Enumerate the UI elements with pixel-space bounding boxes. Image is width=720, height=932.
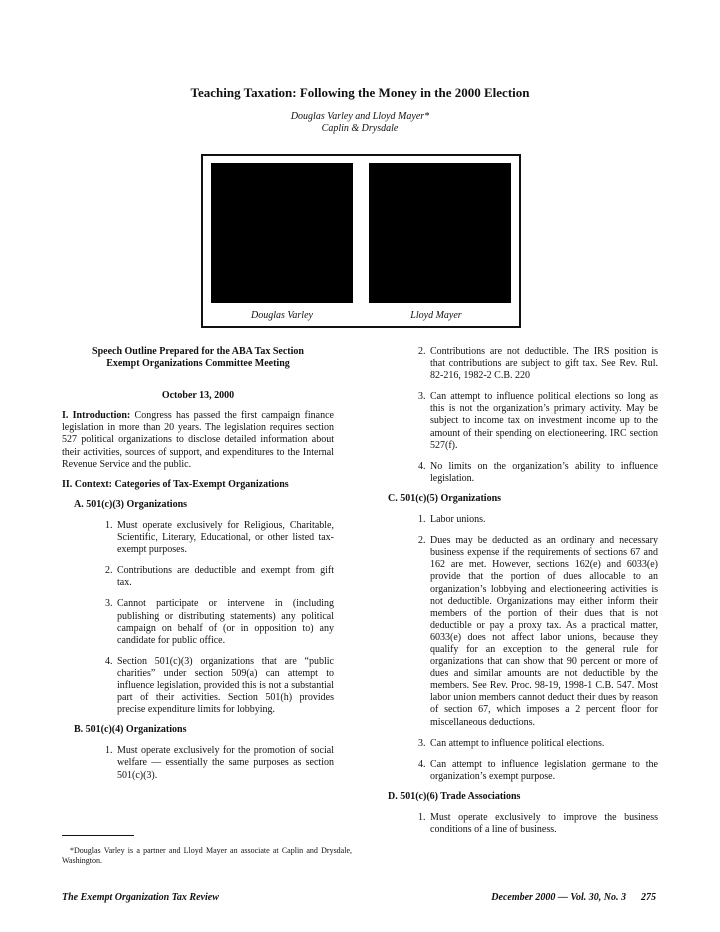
item-text: Cannot participate or intervene in (including publishing or distributing statements) any political campaign on behalf of (or in opposition to) any candidate for public office. xyxy=(117,598,334,646)
list-item xyxy=(388,738,658,750)
item-text: Section 501(c)(3) organizations that are “public charities” under section 509(a) can attempt to influence legislation, provided this is not a substantial part of their activities. Section 501(h) provides precise expenditure limits for lobbying. xyxy=(117,655,334,716)
intro-label: I. Introduction: xyxy=(62,410,131,422)
item-number: 1. xyxy=(418,812,426,823)
item-number: 1. xyxy=(418,514,426,526)
photo-caption-mayer: Lloyd Mayer xyxy=(410,310,462,321)
photo-caption-varley: Douglas Varley xyxy=(251,310,313,321)
item-number: 2. xyxy=(105,565,113,577)
list-item xyxy=(62,520,334,556)
item-number: 4. xyxy=(418,460,426,472)
footer-issue-page: December 2000 — Vol. 30, No. 3 275 xyxy=(491,892,656,903)
item-text: Labor unions. xyxy=(430,514,486,526)
list-item xyxy=(62,745,334,781)
list-item xyxy=(388,535,658,729)
list-item xyxy=(388,812,658,836)
item-text: Must operate exclusively for the promotion of social welfare — essentially the same purposes as section 501(c)(3). xyxy=(117,745,334,781)
item-number: 3. xyxy=(418,391,426,403)
item-number: 1. xyxy=(105,519,113,531)
subsection-heading-b: B. 501(c)(4) Organizations xyxy=(74,724,187,736)
list-item xyxy=(388,759,658,783)
item-text: Contributions are not deductible. The IRS position is that contributions are subject to gift tax. See Rev. Rul. 82-216, 1982-2 C.B. 220 xyxy=(430,346,658,382)
intro-text: Congress has passed the first campaign finance legislation in more than 20 years. The legislation requires section 527 political organizations to disclose detailed information about their activities, sources of support, and expenditures to the Internal Revenue Service and the public. xyxy=(62,410,334,470)
list-item xyxy=(62,565,334,589)
author-photos-frame xyxy=(201,154,521,328)
right-column xyxy=(388,346,658,836)
outline-heading-line2: Exempt Organizations Committee Meeting xyxy=(106,358,290,370)
item-number: 2. xyxy=(418,346,426,357)
item-text: Can attempt to influence political elections. xyxy=(430,737,605,749)
item-text: Dues may be deducted as an ordinary and necessary business expense if the requirements of sections 67 and 162 are met. However, sections 162(e) and 6033(e) provide that the portion of dues allocable to an organization’s lobbying and electioneering activities is not deductible. Organizations may either inform their members of the portion of their dues that is not deductible or pay a proxy tax. As a practical matter, 6033(e) does not affect labor unions, because they qualify for an exception to the general rule for organizations that can show that 90 percent or more of dues and similar amounts are not deductible by the members. See Rev. Proc. 98-19, 1998-1 C.B. 547. Most labor union members cannot deduct their dues by reason of section 67, which imposes a 2 percent floor for miscellaneous deductions. xyxy=(430,535,658,728)
item-text: Contributions are deductible and exempt from gift tax. xyxy=(117,565,334,589)
list-item xyxy=(62,656,334,716)
subsection-heading-d: D. 501(c)(6) Trade Associations xyxy=(388,790,521,802)
author-photo-mayer xyxy=(369,163,511,303)
outline-heading-line1: Speech Outline Prepared for the ABA Tax Section xyxy=(92,346,304,357)
item-number: 1. xyxy=(105,745,113,757)
footnote: *Douglas Varley is a partner and Lloyd Mayer an associate at Caplin and Drysdale, Washington. xyxy=(62,846,352,865)
item-number: 3. xyxy=(105,598,113,610)
footer-journal-name: The Exempt Organization Tax Review xyxy=(62,892,219,903)
list-item xyxy=(388,461,658,485)
left-column xyxy=(62,346,334,782)
outline-date: October 13, 2000 xyxy=(161,390,235,402)
author-names: Douglas Varley and Lloyd Mayer* xyxy=(290,111,430,122)
item-number: 4. xyxy=(105,655,113,667)
list-item xyxy=(388,514,658,526)
item-text: Must operate exclusively for Religious, Charitable, Scientific, Literary, Educational, or other listed tax-exempt purposes. xyxy=(117,519,334,556)
author-photo-varley xyxy=(211,163,353,303)
list-item xyxy=(388,346,658,382)
item-number: 2. xyxy=(418,535,426,547)
list-item xyxy=(62,598,334,646)
article-title: Teaching Taxation: Following the Money in the 2000 Election xyxy=(190,85,530,100)
section-heading-ii: II. Context: Categories of Tax-Exempt Organizations xyxy=(62,478,289,490)
list-item xyxy=(388,391,658,451)
author-block xyxy=(0,111,720,135)
author-affiliation: Caplin & Drysdale xyxy=(321,123,399,134)
item-number: 4. xyxy=(418,758,426,770)
item-text: Must operate exclusively to improve the business conditions of a line of business. xyxy=(430,812,658,836)
subsection-heading-a: A. 501(c)(3) Organizations xyxy=(74,498,188,510)
subsection-heading-c: C. 501(c)(5) Organizations xyxy=(388,492,502,504)
footnote-divider xyxy=(62,835,134,836)
item-number: 3. xyxy=(418,737,426,749)
item-text: Can attempt to influence legislation germane to the organization’s exempt purpose. xyxy=(430,758,658,782)
item-text: No limits on the organization’s ability to influence legislation. xyxy=(430,460,658,484)
item-text: Can attempt to influence political elections so long as this is not the organization’s primary activity. May be subject to income tax on investment income up to the amount of their spending on electioneering. IRC section 527(f). xyxy=(430,391,658,451)
outline-heading xyxy=(62,346,334,370)
intro-paragraph xyxy=(62,410,334,470)
